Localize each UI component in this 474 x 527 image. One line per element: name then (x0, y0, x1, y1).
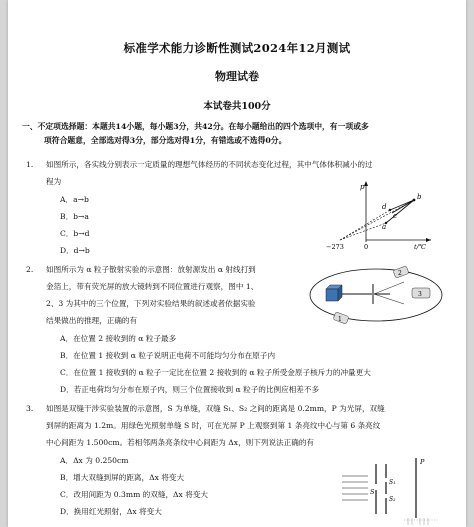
q1-number: 1. (26, 160, 34, 169)
q3-option-a: A．Δx 为 0.250cm (60, 456, 129, 465)
q3-option-d: D．换用红光照射，Δx 将变大 (60, 507, 162, 516)
position-3-label: 3 (418, 291, 422, 298)
position-1-label: 1 (338, 316, 342, 323)
q2-option-a: A．在位置 2 接收到的 α 粒子最多 (60, 334, 177, 343)
q1-option-c: C．b→d (60, 229, 90, 238)
section-line-1: 一、不定项选择题：本题共14小题，每小题3分，共42分。在每小题给出的四个选项中，有一项或多 (22, 122, 369, 131)
q1-option-b: B．b→a (60, 212, 89, 221)
q3-stem-3: 中心间距为 1.500cm。若相邻两条亮条纹中心间距为 Δx，则下列说法正确的有 (46, 438, 315, 447)
q3-stem-1: 如图是双缝干涉实验装置的示意图，S 为单缝，双缝 S₁、S₂ 之间的距离是 0.2mm，P 为光屏，双缝 (46, 404, 385, 413)
point-a-label: a (382, 223, 387, 231)
q2-stem-4: 结果做出的推理，正确的有 (46, 316, 138, 325)
point-c-label: c (393, 212, 397, 220)
point-d-label: d (382, 203, 387, 211)
q2-number: 2. (26, 265, 34, 274)
slit-s1-label: S₁ (389, 479, 396, 486)
document-page (8, 0, 466, 527)
q1-option-a: A．a→b (60, 195, 89, 204)
t-axis-label: t/℃ (414, 243, 427, 251)
q3-stem-2: 到屏的距离为 1.2m。用绿色光照射单缝 S 时，可在光屏 P 上观察到第 1 条亮纹中心与第 6 条亮纹 (46, 421, 381, 430)
q1-option-d: D．d→b (60, 246, 90, 255)
slit-s2-label: S₂ (389, 496, 396, 503)
point-b-label: b (417, 193, 422, 201)
q1-pt-graph (326, 180, 436, 252)
section-heading (22, 120, 402, 148)
subject-title: 物理试卷 (215, 70, 259, 83)
neg-273-label: −273 (326, 243, 344, 251)
q1-stem-1: 如图所示，各实线分别表示一定质量的理想气体经历的不同状态变化过程，其中气体体积减小的过 (46, 160, 373, 169)
q3-option-c: C．改用间距为 0.3mm 的双缝，Δx 将变大 (60, 490, 209, 499)
screen-p-label: P (420, 458, 425, 466)
q2-stem-3: 2、3 为其中的三个位置，下列对实验结果的叙述或者依据实验 (46, 299, 256, 308)
section-line-2: 项符合题意，全部选对得3分，部分选对得1分，有错选或不选得0分。 (44, 136, 287, 145)
p-axis-label: p (360, 183, 365, 191)
q2-option-b: B．在位置 1 接收到 α 粒子说明正电荷不可能均匀分布在原子内 (60, 351, 276, 360)
origin-label: 0 (364, 243, 369, 251)
q2-scattering-diagram (304, 262, 452, 330)
q2-option-c: C．在位置 1 接收到的 α 粒子一定比在位置 2 接收到的 α 粒子所受金原子核斥力的冲量更大 (60, 368, 371, 377)
q2-option-d: D．若正电荷均匀分布在原子内，则三个位置接收到 α 粒子的比例应相差不多 (60, 385, 320, 394)
q1-stem-2: 程为 (46, 177, 62, 186)
position-2-label: 2 (398, 270, 402, 277)
q3-number: 3. (26, 404, 34, 413)
total-score: 本试卷共100分 (203, 101, 271, 112)
q2-stem-2: 金箔上，带有荧光屏的放大镜转到不同位置进行观察，图中 1、 (46, 282, 259, 291)
q3-option-b: B．增大双缝到屏的距离，Δx 将变大 (60, 473, 185, 482)
slit-s-label: S (370, 488, 375, 496)
q2-stem-1: 如图所示为 α 粒子散射实验的示意图：放射源发出 α 射线打到 (46, 265, 256, 274)
page-title: 标准学术能力诊断性测试2024年12月测试 (123, 41, 351, 55)
q3-double-slit-diagram (338, 456, 442, 527)
